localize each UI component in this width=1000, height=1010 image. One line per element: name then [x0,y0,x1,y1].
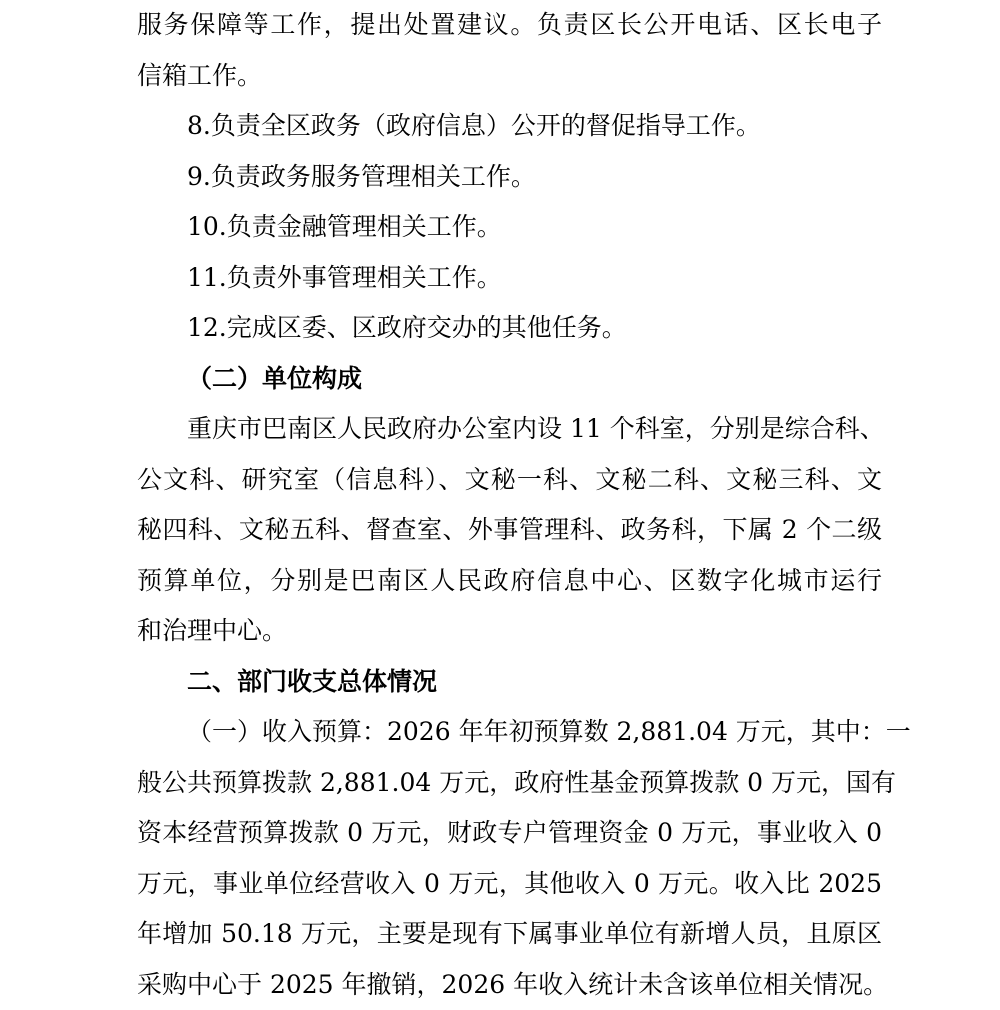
paragraph-line: 万元，事业单位经营收入 0 万元，其他收入 0 万元。收入比 2025 [137,859,882,910]
paragraph-line: 重庆市巴南区人民政府办公室内设 11 个科室，分别是综合科、 [137,404,882,455]
paragraph-line: 秘四科、文秘五科、督查室、外事管理科、政务科，下属 2 个二级 [137,505,882,556]
duty-item-12: 12.完成区委、区政府交办的其他任务。 [137,303,882,354]
section-heading: 二、部门收支总体情况 [137,657,882,708]
paragraph-line: 般公共预算拨款 2,881.04 万元，政府性基金预算拨款 0 万元，国有 [137,758,882,809]
document-page [137,0,882,1010]
paragraph-line: 预算单位，分别是巴南区人民政府信息中心、区数字化城市运行 [137,556,882,607]
duty-item-10: 10.负责金融管理相关工作。 [137,202,882,253]
sub-heading-composition: （二）单位构成 [137,354,882,405]
paragraph-line: （一）收入预算：2026 年年初预算数 2,881.04 万元，其中：一 [137,707,882,758]
duty-item-11: 11.负责外事管理相关工作。 [137,253,882,304]
paragraph-line: 公文科、研究室（信息科）、文秘一科、文秘二科、文秘三科、文 [137,455,882,506]
duty-item-8: 8.负责全区政务（政府信息）公开的督促指导工作。 [137,101,882,152]
paragraph-line: 资本经营预算拨款 0 万元，财政专户管理资金 0 万元，事业收入 0 [137,808,882,859]
paragraph-line: 采购中心于 2025 年撤销，2026 年收入统计未含该单位相关情况。 [137,960,882,1010]
paragraph-line: 服务保障等工作，提出处置建议。负责区长公开电话、区长电子 [137,0,882,51]
paragraph-line: 信箱工作。 [137,51,882,102]
paragraph-line: 年增加 50.18 万元，主要是现有下属事业单位有新增人员，且原区 [137,909,882,960]
paragraph-line: 和治理中心。 [137,606,882,657]
duty-item-9: 9.负责政务服务管理相关工作。 [137,152,882,203]
